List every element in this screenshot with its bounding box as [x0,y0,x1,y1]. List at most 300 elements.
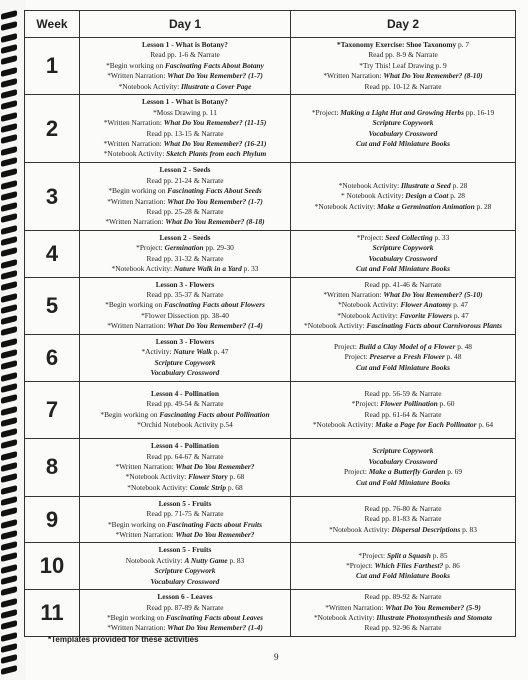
activity-line [82,176,288,186]
plain-text: Read pp. 81-83 & Narrate [364,514,442,524]
day-1-cell [80,589,291,636]
activity-line [82,420,288,430]
plain-text: p. 60 [437,399,455,409]
activity-line [293,243,513,253]
plain-text: p. 28 [474,201,492,211]
activity-line [293,551,513,561]
day-2-cell [291,231,516,278]
activity-line [293,71,513,81]
activity-line [82,197,288,207]
activity-line [293,181,513,191]
activity-line [82,410,288,420]
plain-text: Read pp. 61-64 & Narrate [364,409,442,419]
day-2-cell [291,277,516,334]
spiral-ring [1,213,17,223]
activity-line [82,40,288,50]
plain-text: *Moss Drawing p. 11 [153,107,217,117]
spiral-ring [1,519,17,529]
activity-line [82,577,288,587]
emphasized-text: Lesson 3 - Flowers [155,336,215,346]
spiral-ring [1,33,17,43]
emphasized-text: Flower Pollination [380,399,438,409]
emphasized-text: Lesson 5 - Fruits [158,545,212,555]
activity-line [82,499,288,509]
activity-line [293,61,513,71]
emphasized-text: Cut and Fold Miniature Books [355,477,451,487]
activity-line [82,603,288,613]
emphasized-text: Cut and Fold Miniature Books [355,138,451,148]
activity-line [82,389,288,399]
activity-line [293,342,513,352]
spiral-ring [1,586,17,596]
plain-text: Project: [344,352,370,362]
spiral-ring [1,21,17,31]
spiral-ring [1,620,17,630]
activity-line [293,363,513,373]
week-row [25,277,516,334]
spiral-ring [1,383,17,393]
activity-line [82,623,288,633]
plain-text: p. 48 [455,342,472,352]
spiral-ring [1,281,17,291]
activity-line [293,129,513,139]
plain-text: *Project: [346,560,375,570]
emphasized-text: Lesson 6 - Leaves [157,592,213,602]
day-1-cell [80,95,291,163]
emphasized-text: Build a Clay Model of a Flower [358,342,456,352]
activity-line [293,108,513,118]
emphasized-text: Lesson 5 - Fruits [158,498,212,508]
plain-text: *Project: [351,399,381,409]
activity-line [293,40,513,50]
spiral-ring [1,168,17,178]
activity-line [82,71,288,81]
emphasized-text: What Do You Remember? (1-4) [167,321,263,331]
plain-text: Read pp. 8-9 & Narrate [368,50,438,60]
plain-text: *Notebook Activity: [337,310,400,320]
plain-text: p. 48 [444,352,462,362]
plain-text: pp. 16-19 [463,107,495,117]
activity-line [82,347,288,357]
emphasized-text: Make a Page for Each Pollinator [375,420,477,430]
week-number: 4 [25,231,80,278]
emphasized-text: Lesson 3 - Flowers [155,279,215,289]
spiral-ring [1,496,17,506]
spiral-ring [1,146,17,156]
day-2-cell [291,543,516,590]
plain-text: *Begin working on [106,612,166,622]
plain-text: Read pp. 92-96 & Narrate [364,623,442,633]
week-row [25,381,516,438]
plain-text: p. 7 [456,40,470,49]
plain-text: Read pp. 41-46 & Narrate [364,279,442,289]
plain-text: *Written Narration: [105,217,166,227]
emphasized-text: Flower Anatomy [400,300,452,310]
plain-text: p. 85 [430,550,448,560]
spiral-ring [1,44,17,54]
spiral-ring [1,428,17,438]
spiral-ring [1,225,17,235]
plain-text: p. 64 [476,420,494,430]
activity-line [82,207,288,217]
activity-line [293,389,513,399]
activity-line [82,50,288,60]
spiral-ring [1,609,17,619]
plain-text: *Notebook Activity: [312,420,376,430]
plain-text: Read pp. 31-32 & Narrate [146,253,224,263]
spiral-ring [1,552,17,562]
emphasized-text: Sketch Plants from each Phylum [166,149,267,159]
activity-line [82,290,288,300]
emphasized-text: Vocabulary Crossword [368,253,438,263]
plain-text: p. 47 [451,300,468,310]
activity-line [293,613,513,623]
plain-text: *Notebook Activity: [338,180,402,190]
emphasized-text: Split a Squash [386,550,431,560]
plain-text: *Notebook Activity: [103,149,167,159]
day-2-cell [291,496,516,543]
emphasized-text: Fascinating Facts about Carnivorous Plants [366,321,502,331]
activity-line [82,186,288,196]
spiral-ring [1,134,17,144]
emphasized-text: What Do You Remember? (11-15) [163,118,267,128]
activity-line [82,118,288,128]
week-number: 9 [25,496,80,543]
plain-text: *Notebook Activity: [118,81,181,91]
week-number: 7 [25,381,80,438]
week-number: 11 [25,589,80,636]
plain-text: Read pp. 56-59 & Narrate [364,388,442,398]
plain-text: *Written Narration: [107,196,168,206]
activity-line [82,613,288,623]
plain-text: Read pp. 1-6 & Narrate [150,50,220,60]
activity-line [82,462,288,472]
emphasized-text: Comic Strip [189,482,227,492]
emphasized-text: Lesson 1 - What is Botany? [142,97,228,107]
spiral-ring [1,236,17,246]
plain-text: Read pp. 87-89 & Narrate [146,602,224,612]
emphasized-text: Scripture Copywork [372,446,434,456]
day-1-cell [80,38,291,95]
plain-text: Read pp. 25-28 & Narrate [146,206,224,216]
week-number: 3 [25,163,80,231]
plain-text: *Begin working on [108,186,168,196]
plain-text: Notebook Activity: [125,555,185,565]
plain-text: p. 33 [432,233,450,243]
plain-text: pp. 29-30 [203,243,234,253]
activity-line [82,311,288,321]
plain-text: *Notebook Activity: [111,264,174,274]
emphasized-text: Seed Collecting [385,233,433,243]
spiral-ring [1,304,17,314]
spiral-ring [1,349,17,359]
emphasized-text: Lesson 4 - Pollination [151,388,219,398]
activity-line [293,352,513,362]
page-number: 9 [274,652,279,662]
emphasized-text: Lesson 2 - Seeds [159,165,211,175]
spiral-ring [1,315,17,325]
emphasized-text: Fascinating Facts About Botany [165,60,264,70]
plain-text: Read pp. 64-67 & Narrate [146,451,224,461]
plain-text: Read pp. 10-12 & Narrate [364,81,442,91]
header-day-1: Day 1 [80,11,291,38]
emphasized-text: What Do You Remember? (1-7) [167,196,263,206]
emphasized-text: Lesson 4 - Pollination [151,441,219,451]
day-1-cell [80,334,291,381]
header-day-2: Day 2 [291,11,516,38]
activity-line [82,243,288,253]
activity-line [293,311,513,321]
emphasized-text: What Do You Remember? (5-10) [383,290,483,300]
activity-line [82,108,288,118]
plain-text: *Written Narration: [107,321,168,331]
emphasized-text: Scripture Copywork [154,566,216,576]
plain-text: *Begin working on [100,409,160,419]
day-1-cell [80,277,291,334]
plain-text: *Notebook Activity: [313,612,377,622]
spiral-ring [1,55,17,65]
emphasized-text: What Do You Remember? (5-9) [385,602,481,612]
spiral-ring [1,575,17,585]
plain-text: Read pp. 35-37 & Narrate [146,290,224,300]
spiral-ring [1,112,17,122]
spiral-binding [0,0,20,680]
plain-text: *Activity: [141,347,174,357]
week-number: 8 [25,438,80,496]
activity-line [82,452,288,462]
week-row [25,543,516,590]
activity-line [293,525,513,535]
activity-line [293,504,513,514]
day-2-cell [291,163,516,231]
plain-text: *Written Narration: [107,71,168,81]
plain-text: * Notebook Activity: [340,191,406,201]
activity-line [82,368,288,378]
activity-line [82,233,288,243]
day-1-cell [80,381,291,438]
emphasized-text: Lesson 2 - Seeds [159,233,211,243]
emphasized-text: Flower Story [188,472,228,482]
emphasized-text: Illustrate a Seed [401,180,451,190]
day-1-cell [80,163,291,231]
activity-line [82,129,288,139]
spiral-ring [1,598,17,608]
plain-text: *Written Narration: [115,529,176,539]
activity-line [293,603,513,613]
emphasized-text: Illustrate Photosynthesis and Stomata [376,612,492,622]
plain-text: *Try This! Leaf Drawing p. 9 [359,60,447,70]
emphasized-text: Fascinating Facts About Seeds [167,186,262,196]
emphasized-text: What Do You Remember? [175,529,255,539]
activity-line [82,556,288,566]
plain-text: Read pp. 49-54 & Narrate [146,399,224,409]
plain-text: *Notebook Activity: [338,300,401,310]
spiral-ring [1,191,17,201]
week-row [25,95,516,163]
plain-text: p. 33 [241,264,259,274]
activity-line [293,50,513,60]
emphasized-text: Fascinating Facts about Leaves [165,612,264,622]
plain-text: *Written Narration: [323,71,384,81]
week-number: 5 [25,277,80,334]
spiral-ring [1,89,17,99]
emphasized-text: Cut and Fold Miniature Books [355,264,451,274]
plain-text: *Flower Dissection pp. 38-40 [141,310,229,320]
plain-text: *Notebook Activity: [314,201,378,211]
activity-line [82,399,288,409]
spiral-ring [1,632,17,642]
spiral-ring [1,394,17,404]
day-2-cell [291,95,516,163]
activity-line [293,202,513,212]
emphasized-text: What Do You Remember? (8-18) [165,217,265,227]
emphasized-text: What Do You Remember? (1-4) [167,623,263,633]
spiral-ring [1,293,17,303]
activity-line [82,97,288,107]
emphasized-text: What Do You Remember? (16-21) [163,138,267,148]
header-row [25,11,516,38]
plain-text: p. 86 [443,560,460,570]
activity-line [293,623,513,633]
spiral-ring [1,270,17,280]
emphasized-text: Vocabulary Crossword [368,128,438,138]
spiral-ring [1,360,17,370]
spiral-ring [1,372,17,382]
plain-text: *Project: [356,233,386,243]
activity-line [293,118,513,128]
week-number: 6 [25,334,80,381]
spiral-ring [1,326,17,336]
plain-text: *Project: [358,550,387,560]
plain-text: p. 47 [452,310,469,320]
activity-line [293,561,513,571]
plain-text: Read pp. 71-75 & Narrate [146,509,224,519]
activity-line [293,191,513,201]
week-number: 1 [25,38,80,95]
activity-line [293,410,513,420]
activity-line [293,264,513,274]
activity-line [293,514,513,524]
emphasized-text: Make a Germination Animation [377,201,475,211]
schedule-body [25,38,516,637]
emphasized-text: *Taxonomy Exercise: Shoe Taxonomy [336,40,457,49]
emphasized-text: What Do You Remember? (1-7) [167,71,263,81]
plain-text: *Begin working on [106,60,165,70]
plain-text: p. 68 [226,482,243,492]
activity-line [82,280,288,290]
spiral-ring [1,451,17,461]
emphasized-text: Scripture Copywork [372,118,434,128]
footnote: *Templates provided for these activities [48,635,199,644]
week-row [25,438,516,496]
spiral-ring [1,247,17,257]
emphasized-text: Which Flies Farthest? [374,560,444,570]
activity-line [293,254,513,264]
emphasized-text: Vocabulary Crossword [150,368,220,378]
plain-text: p. 83 [460,524,477,534]
activity-line [293,467,513,477]
spiral-ring [1,473,17,483]
week-row [25,38,516,95]
day-2-cell [291,381,516,438]
day-1-cell [80,231,291,278]
activity-line [82,217,288,227]
emphasized-text: Lesson 1 - What is Botany? [142,40,228,49]
spiral-ring [1,541,17,551]
week-number: 2 [25,95,80,163]
week-row [25,231,516,278]
emphasized-text: What Do You Remember? (8-10) [383,71,483,81]
activity-line [293,446,513,456]
emphasized-text: Design a Coat [405,191,449,201]
emphasized-text: Vocabulary Crossword [150,576,220,586]
schedule-table [24,10,516,637]
activity-line [82,82,288,92]
plain-text: *Written Narration: [103,138,164,148]
activity-line [82,139,288,149]
plain-text: p. 83 [227,555,245,565]
plain-text: *Written Narration: [115,461,176,471]
emphasized-text: Scripture Copywork [372,243,434,253]
day-2-cell [291,589,516,636]
emphasized-text: Dispersal Descriptions [391,524,461,534]
plain-text: *Notebook Activity: [329,524,392,534]
emphasized-text: Nature Walk [173,347,212,357]
day-2-cell [291,438,516,496]
activity-line [293,300,513,310]
activity-line [82,530,288,540]
emphasized-text: Germination [164,243,204,253]
spiral-ring [1,643,17,653]
spiral-ring [1,123,17,133]
spiral-ring [1,259,17,269]
day-2-cell [291,38,516,95]
week-row [25,334,516,381]
activity-line [82,520,288,530]
activity-line [293,420,513,430]
activity-line [82,545,288,555]
emphasized-text: Cut and Fold Miniature Books [355,362,451,372]
week-row [25,589,516,636]
spiral-ring [1,485,17,495]
emphasized-text: Cut and Fold Miniature Books [355,571,451,581]
plain-text: p. 47 [211,347,229,357]
emphasized-text: Making a Light Hut and Growing Herbs [340,107,464,117]
plain-text: *Begin working on [107,519,167,529]
plain-text: *Project: [136,243,165,253]
emphasized-text: Scripture Copywork [154,357,216,367]
emphasized-text: Fascinating Facts about Pollination [159,409,270,419]
emphasized-text: Fascinating Facts about Flowers [164,300,265,310]
plain-text: p. 68 [227,472,245,482]
spiral-ring [1,10,17,20]
day-1-cell [80,438,291,496]
spiral-ring [1,78,17,88]
activity-line [293,290,513,300]
day-1-cell [80,496,291,543]
plain-text: Read pp. 13-15 & Narrate [146,128,224,138]
activity-line [82,509,288,519]
spiral-ring [1,180,17,190]
activity-line [293,571,513,581]
activity-line [82,149,288,159]
activity-line [82,61,288,71]
header-week: Week [25,11,80,38]
activity-line [293,592,513,602]
week-row [25,163,516,231]
activity-line [82,592,288,602]
spiral-ring [1,157,17,167]
